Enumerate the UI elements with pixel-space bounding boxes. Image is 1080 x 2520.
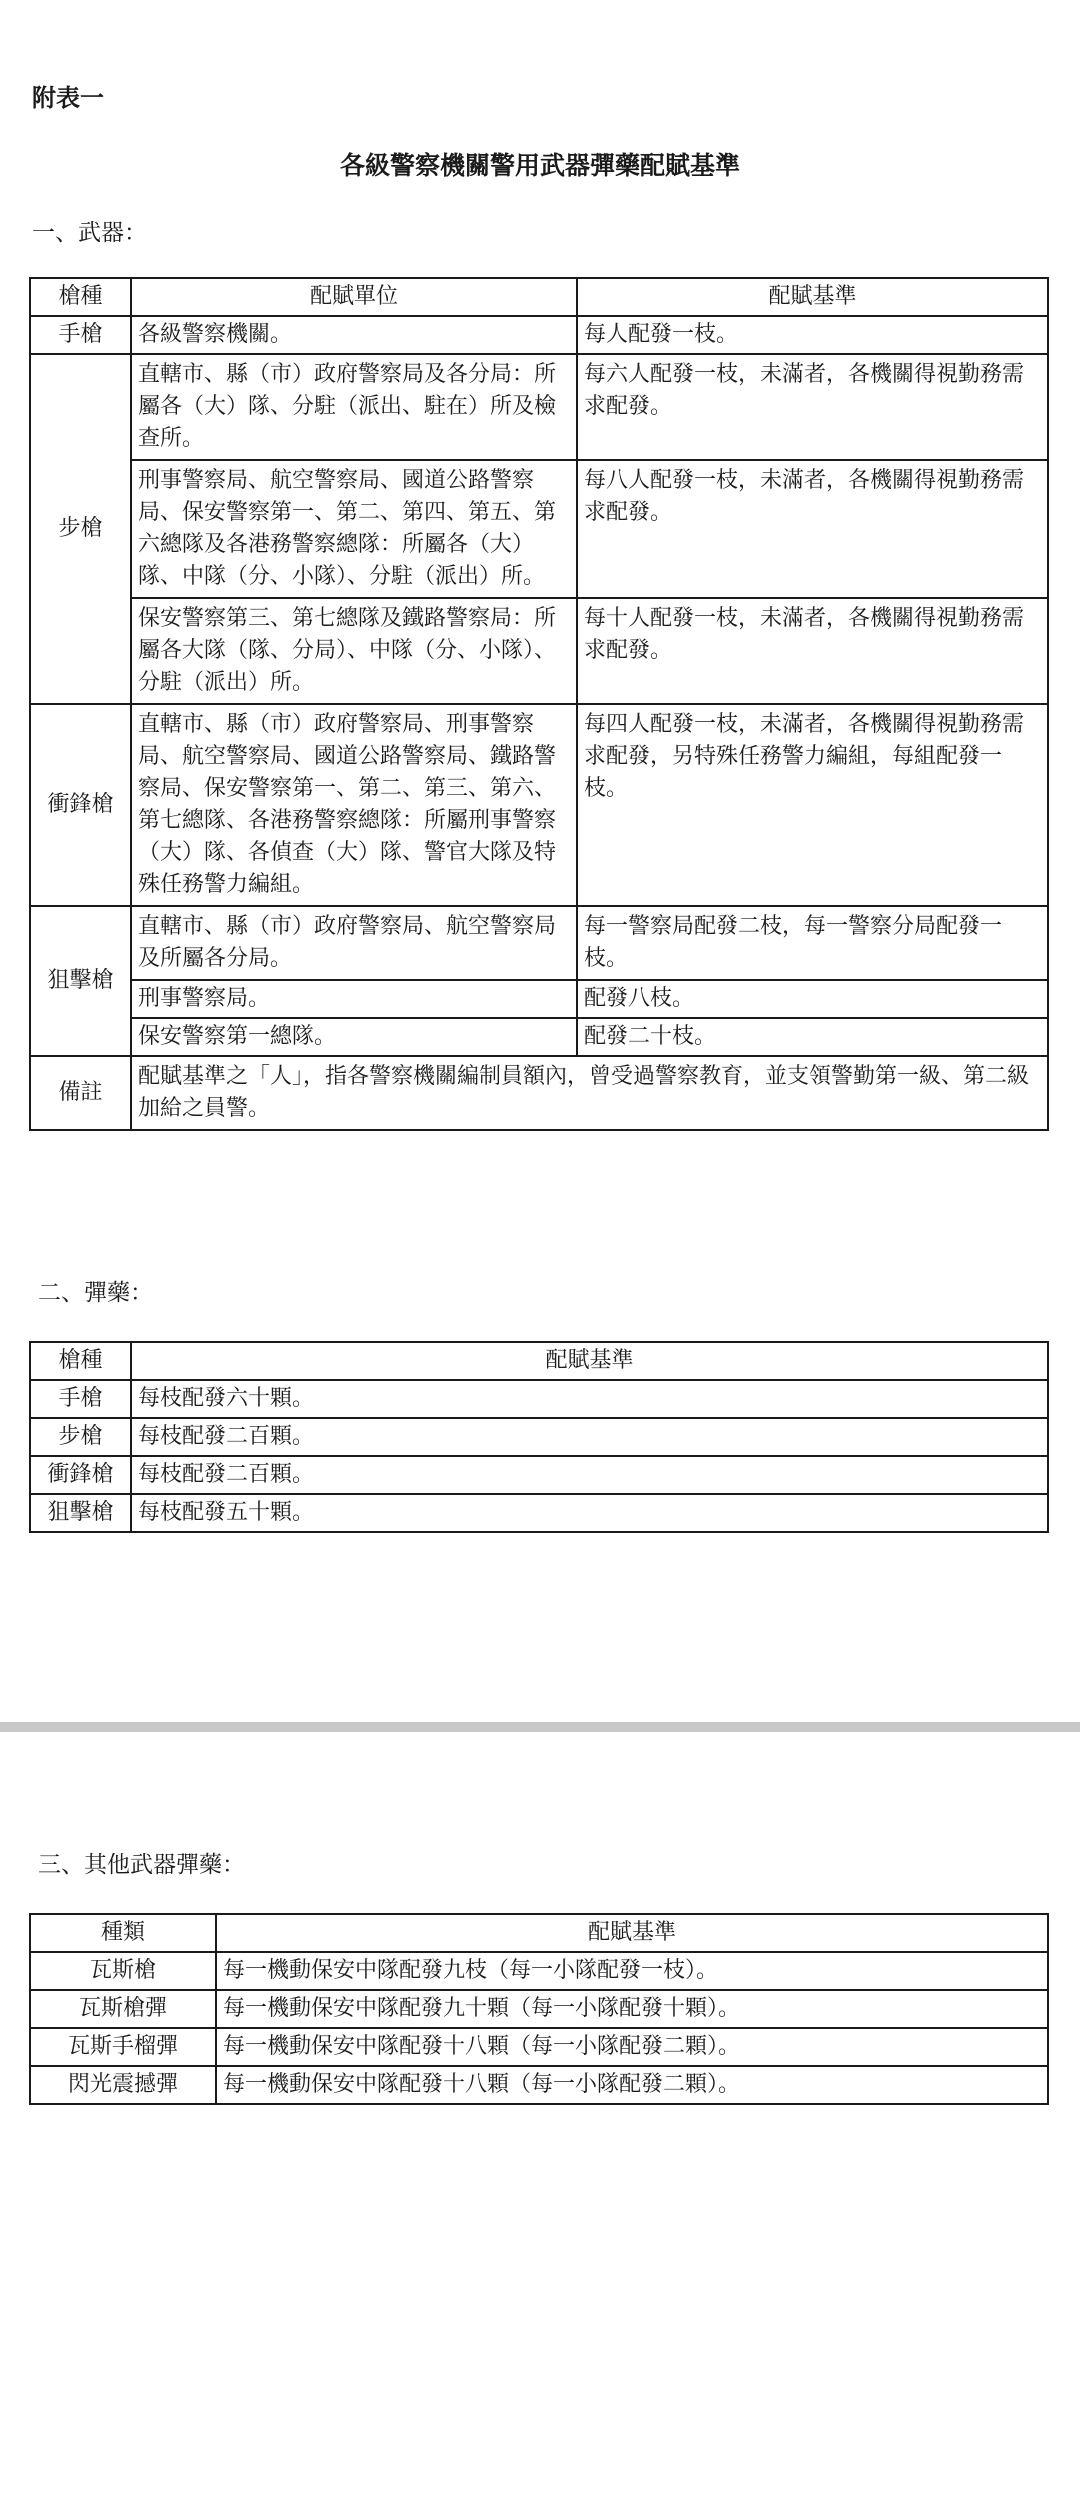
- standard-cell: 每一警察局配發二枝，每一警察分局配發一枝。: [577, 906, 1048, 980]
- standard-cell: 每六人配發一枝，未滿者，各機關得視勤務需求配發。: [577, 354, 1048, 460]
- table-row: [30, 2066, 1048, 2104]
- page-separator: [0, 1722, 1080, 1732]
- table-row: [30, 1018, 1048, 1056]
- document-title: 各級警察機關警用武器彈藥配賦基準: [339, 151, 740, 180]
- ammunition-heading: 二、彈藥：: [38, 1280, 153, 1306]
- weapon-type-rifle: 步槍: [30, 354, 131, 704]
- unit-cell: 保安警察第一總隊。: [131, 1018, 577, 1056]
- ammunition-header-row: [30, 1342, 1048, 1380]
- column-header-unit: 配賦單位: [131, 278, 577, 316]
- standard-cell: 每枝配發二百顆。: [131, 1418, 1048, 1456]
- document-page-2: [0, 1732, 1080, 2520]
- column-header-type: 槍種: [30, 1342, 131, 1380]
- table-row: [30, 1418, 1048, 1456]
- standard-cell: 每一機動保安中隊配發十八顆（每一小隊配發二顆）。: [216, 2066, 1048, 2104]
- unit-cell: 刑事警察局。: [131, 980, 577, 1018]
- table-row: [30, 704, 1048, 906]
- unit-cell: 直轄市、縣（市）政府警察局、航空警察局及所屬各分局。: [131, 906, 577, 980]
- table-row: [30, 980, 1048, 1018]
- unit-cell: 保安警察第三、第七總隊及鐵路警察局：所屬各大隊（隊、分局）、中隊（分、小隊）、分駐（派出）所。: [131, 598, 577, 704]
- column-header-type: 槍種: [30, 278, 131, 316]
- unit-cell: 各級警察機關。: [131, 316, 577, 354]
- table-row: [30, 460, 1048, 598]
- standard-cell: 每枝配發五十顆。: [131, 1494, 1048, 1532]
- other-header-row: [30, 1914, 1048, 1952]
- unit-cell: 直轄市、縣（市）政府警察局、刑事警察局、航空警察局、國道公路警察局、鐵路警察局、保安警察第一、第二、第三、第六、第七總隊、各港務警察總隊：所屬刑事警察（大）隊、各偵查（大）隊、警官大隊及特殊任務警力編組。: [131, 704, 577, 906]
- weapon-type-sniper: 狙擊槍: [30, 906, 131, 1056]
- standard-cell: 每一機動保安中隊配發九十顆（每一小隊配發十顆）。: [216, 1990, 1048, 2028]
- weapon-type-smg: 衝鋒槍: [30, 704, 131, 906]
- ammo-type: 步槍: [30, 1418, 131, 1456]
- standard-cell: 每人配發一枝。: [577, 316, 1048, 354]
- column-header-standard: 配賦基準: [216, 1914, 1048, 1952]
- ammo-type: 衝鋒槍: [30, 1456, 131, 1494]
- table-row: [30, 906, 1048, 980]
- standard-cell: 每八人配發一枝，未滿者，各機關得視勤務需求配發。: [577, 460, 1048, 598]
- weapons-table: [29, 277, 1049, 1131]
- table-row: [30, 1494, 1048, 1532]
- standard-cell: 每枝配發二百顆。: [131, 1456, 1048, 1494]
- remarks-row: [30, 1056, 1048, 1130]
- table-row: [30, 598, 1048, 704]
- other-type: 瓦斯槍: [30, 1952, 216, 1990]
- attachment-label: 附表一: [32, 84, 104, 112]
- standard-cell: 每枝配發六十顆。: [131, 1380, 1048, 1418]
- standard-cell: 配發二十枝。: [577, 1018, 1048, 1056]
- column-header-standard: 配賦基準: [131, 1342, 1048, 1380]
- other-type: 閃光震撼彈: [30, 2066, 216, 2104]
- standard-cell: 每四人配發一枝，未滿者，各機關得視勤務需求配發，另特殊任務警力編組，每組配發一枝。: [577, 704, 1048, 906]
- standard-cell: 配發八枝。: [577, 980, 1048, 1018]
- standard-cell: 每一機動保安中隊配發九枝（每一小隊配發一枝）。: [216, 1952, 1048, 1990]
- ammo-type: 狙擊槍: [30, 1494, 131, 1532]
- column-header-standard: 配賦基準: [577, 278, 1048, 316]
- other-weapons-table: [29, 1913, 1049, 2105]
- table-row: [30, 1456, 1048, 1494]
- weapons-header-row: [30, 278, 1048, 316]
- table-row: [30, 1990, 1048, 2028]
- table-row: [30, 354, 1048, 460]
- other-type: 瓦斯手榴彈: [30, 2028, 216, 2066]
- standard-cell: 每十人配發一枝，未滿者，各機關得視勤務需求配發。: [577, 598, 1048, 704]
- table-row: [30, 2028, 1048, 2066]
- table-row: [30, 1952, 1048, 1990]
- unit-cell: 直轄市、縣（市）政府警察局及各分局：所屬各（大）隊、分駐（派出、駐在）所及檢查所。: [131, 354, 577, 460]
- standard-cell: 每一機動保安中隊配發十八顆（每一小隊配發二顆）。: [216, 2028, 1048, 2066]
- weapons-heading: 一、武器：: [32, 220, 147, 246]
- weapon-type-handgun: 手槍: [30, 316, 131, 354]
- table-row: [30, 1380, 1048, 1418]
- unit-cell: 刑事警察局、航空警察局、國道公路警察局、保安警察第一、第二、第四、第五、第六總隊及各港務警察總隊：所屬各（大）隊、中隊（分、小隊）、分駐（派出）所。: [131, 460, 577, 598]
- remarks-text: 配賦基準之「人」，指各警察機關編制員額內，曾受過警察教育，並支領警勤第一級、第二級加給之員警。: [131, 1056, 1048, 1130]
- ammunition-table: [29, 1341, 1049, 1533]
- other-weapons-heading: 三、其他武器彈藥：: [38, 1852, 245, 1878]
- column-header-kind: 種類: [30, 1914, 216, 1952]
- table-row: [30, 316, 1048, 354]
- other-type: 瓦斯槍彈: [30, 1990, 216, 2028]
- remarks-label: 備註: [30, 1056, 131, 1130]
- ammo-type: 手槍: [30, 1380, 131, 1418]
